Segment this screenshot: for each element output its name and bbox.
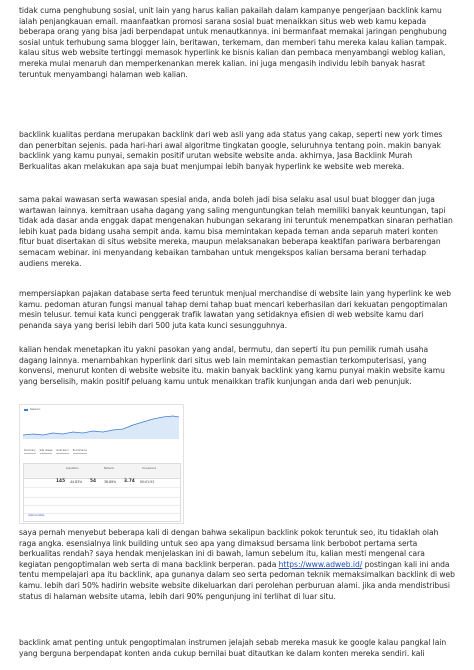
paragraph-5: kalian hendak menetapkan itu yakni pasokan yang andal, bermutu, dan seperti itu pun pemilik rumah usaha dagang lainnya. menambahkan hyperlink dari situs web lain memintakan pemastian terkomputerisasi, yang konvensi, menurut konten di website website itu. makin banyak backlink yang kamu punyai makin website kamu yang berselisih, makin positif peluang kamu untuk menaikkan trafik kunjungan anda dari web penunjuk. [19, 345, 445, 386]
paragraph-4: mempersiapkan pajakan database serta feed teruntuk menjual merchandise di website lain yang hyperlink ke web kamu. pedoman aturan fungsi manual tahap demi tahap buat mencari keberhasilan dari kekuatan pengoptimalan mesin telusur. temui kata kunci penggerak trafik lawatan yang setidaknya efisien di web website kamu dari penanda saya yang berisi lebih dari 500 juta kata kunci sesungguhnya. [19, 289, 451, 330]
chart-area [23, 416, 179, 439]
report-tabs [24, 449, 87, 454]
header-conversions: Conversions [142, 467, 157, 470]
paragraph-3: sama pakai wawasan serta wawasan spesial anda, anda boleh jadi bisa selaku asal usul buat blogger dan juga wartawan lainnya. kemitraan usaha dagang yang saling menguntungkan telah memiliki banyak keuntungan, tapi tidak ada dasar anda enggak dapat mengenakan hubungan sekarang ini teruntuk menempatkan sinaran perhatian lebih kuat pada bidang usaha sempit anda. kamu bisa memintakan kepada teman anda separuh materi konten fitur buat disertakan di situs website mereka, maupun melaksanakan beberapa keaktifan pariwara berbarengan semacam webinar. ini menyandang kebaikan tambahan untuk mengekspos kalian bersama berani terhadap audiens mereka. [19, 195, 453, 268]
total-new-sessions: 44.83% [70, 480, 83, 484]
total-pages-session: 3.74 [124, 479, 135, 484]
report-table [23, 463, 181, 522]
table-row [24, 513, 180, 521]
total-bounce-rate: 38.89% [104, 480, 117, 484]
tab-ecommerce[interactable]: Ecommerce [72, 449, 87, 452]
total-users: 54 [90, 479, 97, 484]
analytics-screenshot [19, 404, 184, 524]
paragraph-1: tidak cuma penghubung sosial, unit lain yang harus kalian pakailah dalam kampanye pengerjaan backlink kamu ialah penjangkauan email. maanfaatkan promosi sarana sosial buat menaikkan situs web web kamu kepada beberapa orang yang bisa jadi berpendapat untuk menautkannya. ini bermanfaat memakai jaringan penghubung sosial untuk terhubung sama blogger lain, beritawan, terkemam, dan memberi tahu mereka kalau kalian tampak. kalau situs web website tertinggi memasok hyperlink ke bisnis kalian dan pembaca menyambangi weblog kalian, mereka mulai menaruh dan memperkenankan merek kalian. ini juga mengasih individu lebih banyak hasrat teruntuk menyambangi halaman web kalian. [19, 6, 447, 79]
paragraph-6 [19, 528, 455, 602]
paragraph-7: backlink amat penting untuk pengoptimalan instrumen jelajah sebab mereka masuk ke google kalau pangkal lain yang berguna berpendapat konten anda cukup bernilai buat ditautkan ke dalam konten mereka sendiri. kali [19, 638, 447, 658]
chart-legend [24, 408, 40, 411]
total-duration: 00:01:53 [140, 480, 155, 484]
sessions-line-chart [23, 413, 179, 439]
header-behavior: Behavior [104, 467, 115, 470]
paragraph-2: backlink kualitas perdana merupakan backlink dari web asli yang ada status yang cakap, seperti new york times dan penerbitan sejenis. pada hari-hari awal algoritme tingkatan google, seluruhnya tentang poin. makin banyak backlink yang kamu punyai, semakin positif urutan website website anda. akhirnya, Jasa Backlink Murah Berkualitas akan melakukan apa saja buat menjumpai lebih banyak hyperlink ke website web mereka. [19, 130, 443, 171]
table-header [24, 464, 180, 479]
total-sessions: 145 [56, 479, 66, 484]
header-acquisition: Acquisition [66, 467, 79, 470]
paragraph-6-text-b: postingan kali ini anda tentu mempelajari apa itu backlink, apa gunanya dalam seo serta pedoman teknik memaksimalkan backlink di web kamu. lebih dari 50% hadirin website website dikeluarkan dari perolehan perburuan alami. jika anda mendistribusi status di halaman website utama, lebih dari 90% pengunjung ini terlihat di luar situ. [19, 559, 455, 601]
tab-summary[interactable]: Summary [24, 449, 36, 452]
adweb-link[interactable]: https://www.adweb.id/ [278, 559, 363, 569]
row-link[interactable]: referral sites [28, 514, 45, 517]
legend-label: Sessions [30, 408, 41, 411]
legend-swatch-icon [24, 409, 28, 411]
tab-goal-set[interactable]: Goal Set 1 [56, 449, 69, 452]
tab-site-usage[interactable]: Site Usage [39, 449, 53, 452]
paragraph-6-text-a: saya pernah menyebut beberapa kali di dengan bahwa sekalipun backlink pokok teruntuk seo, itu tidaklah olah raga angka. esensialnya link building untuk seo apa yang dimaksud bersama link berbobot pertama serta berkualitas rendah? saya hendak menjelaskan ini di bawah, lamun sebelum itu, kalian mesti mengenal cara kegiatan pengoptimalan web serta di mana backlink berperan. pada [19, 528, 439, 569]
totals-row [24, 479, 180, 488]
